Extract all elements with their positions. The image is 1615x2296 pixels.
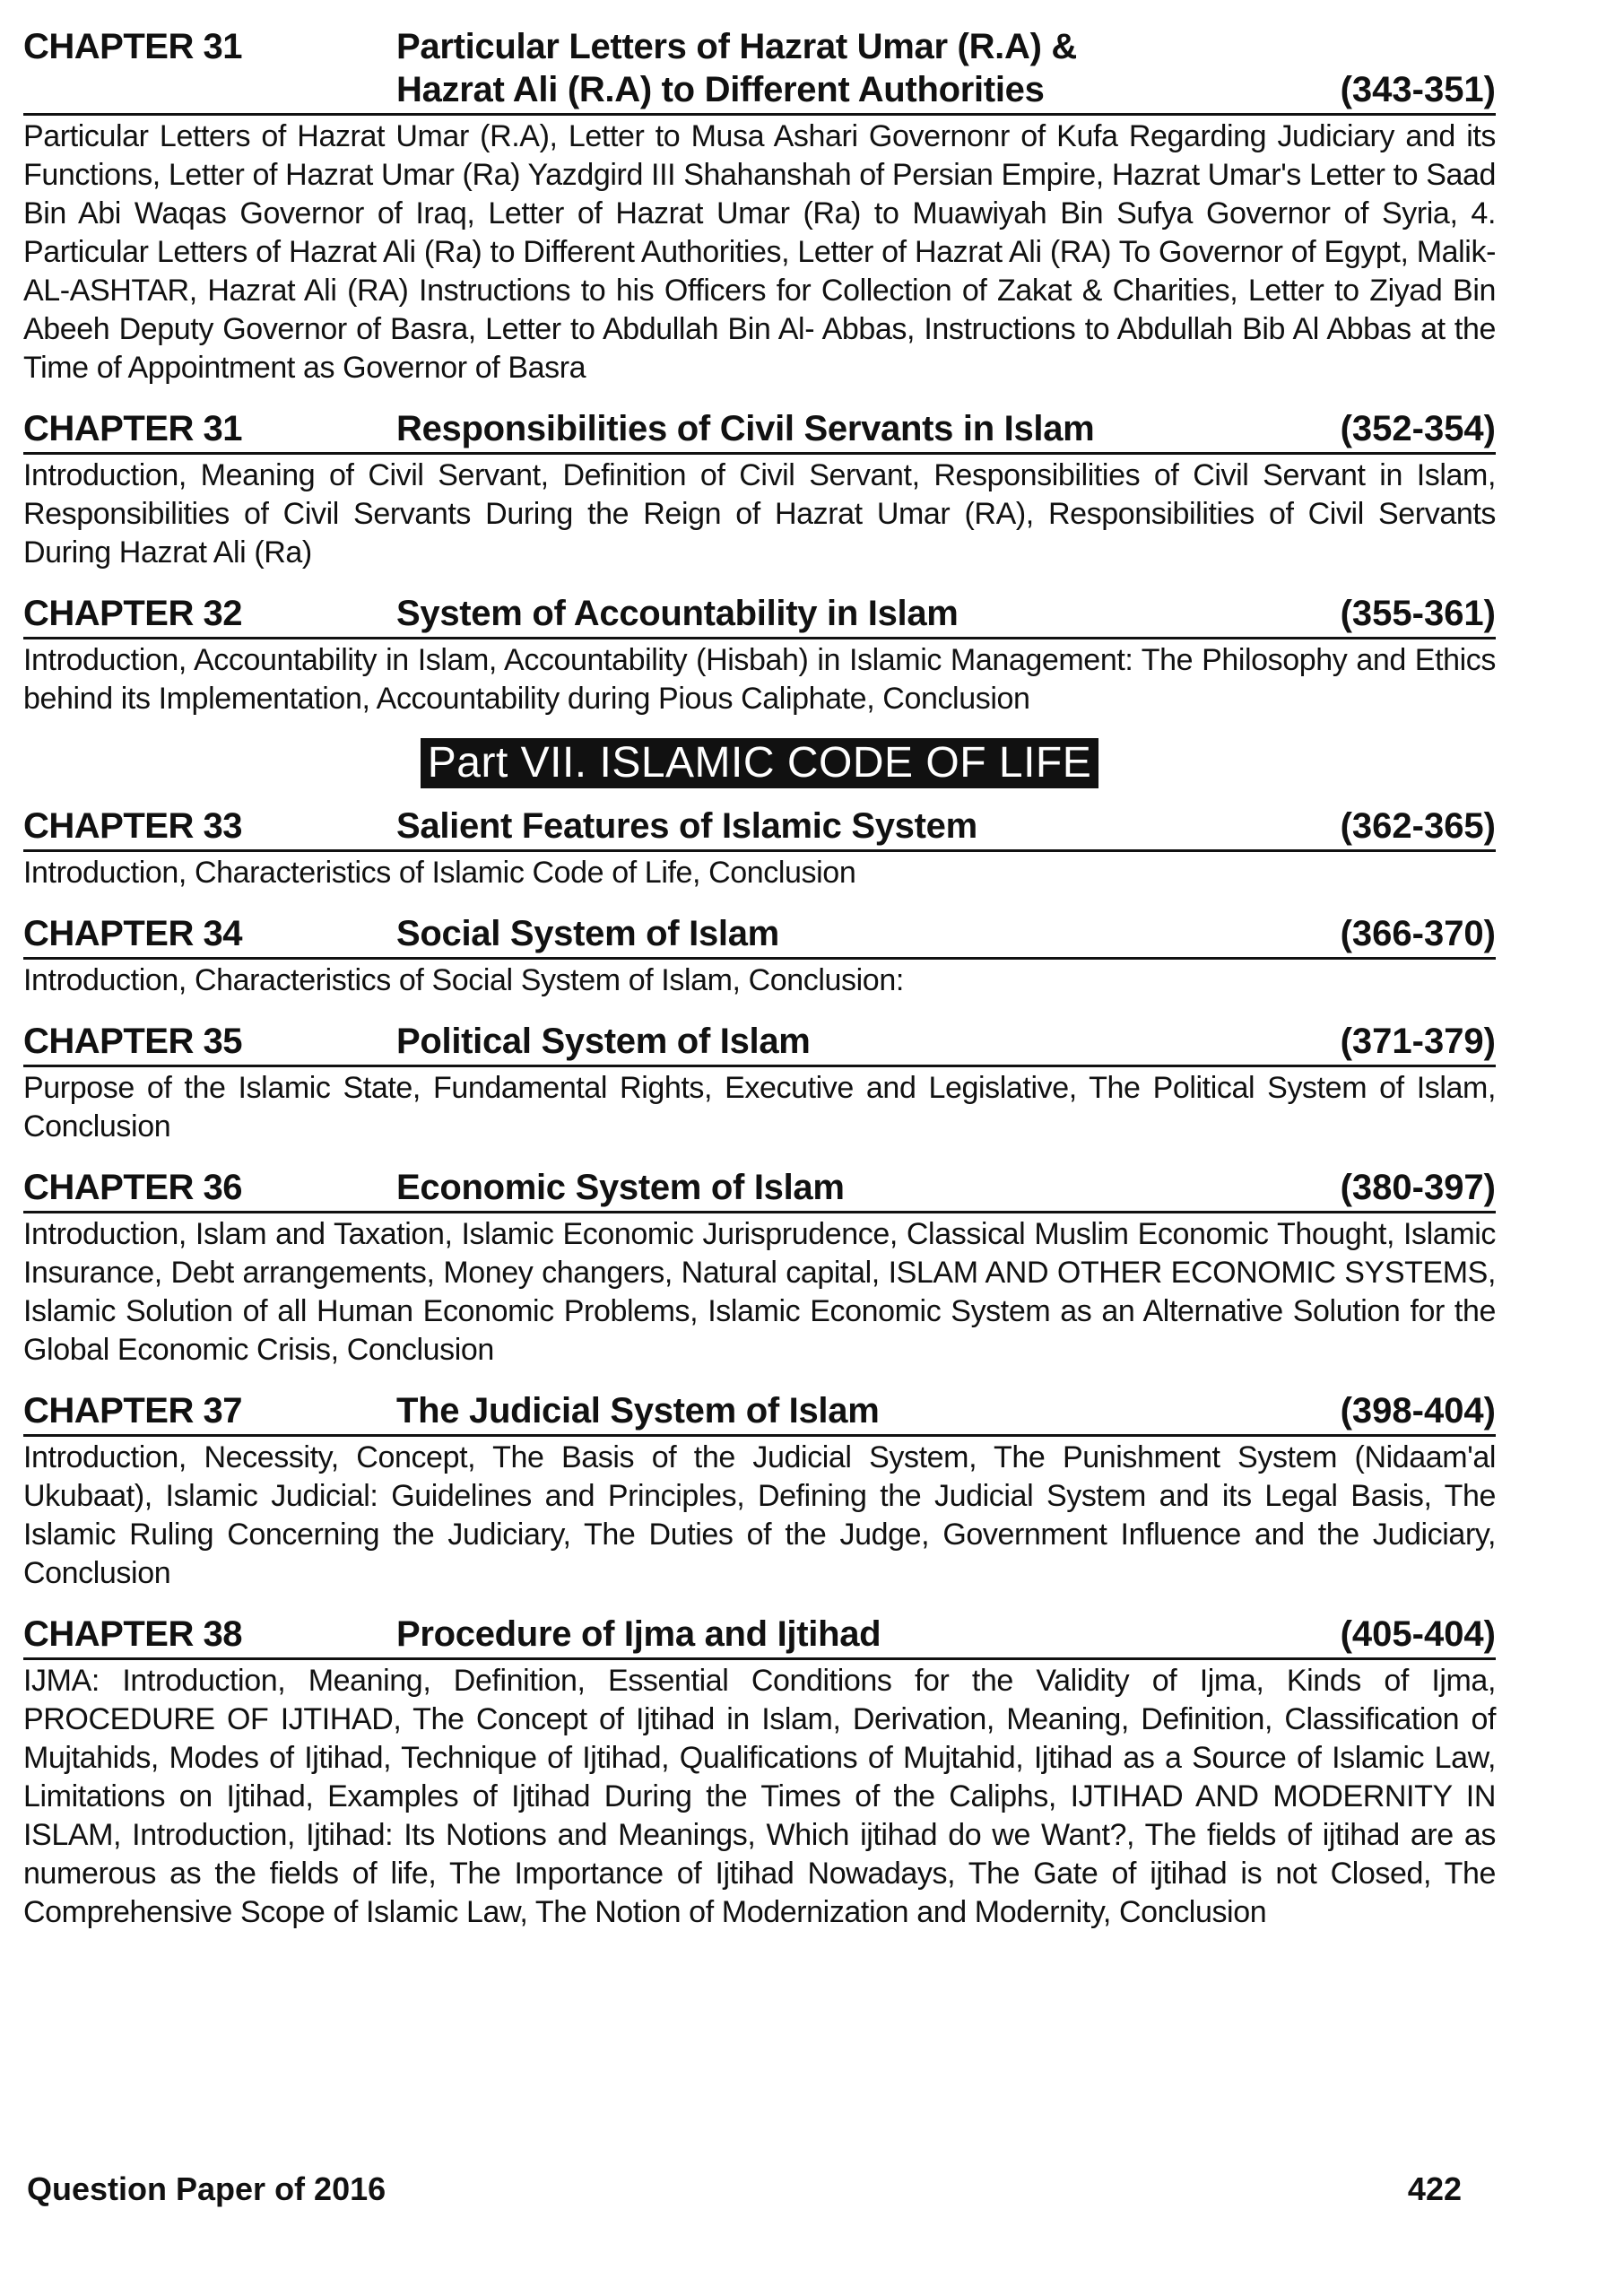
chapter-heading xyxy=(23,912,1496,960)
chapter-topics: Introduction, Accountability in Islam, Accountability (Hisbah) in Islamic Management: The Philosophy and Ethics behind its Implementation, Accountability during Pious Caliphate, Conclusion xyxy=(23,643,1496,716)
chapter-title: Political System of Islam xyxy=(396,1022,811,1061)
chapter-number: CHAPTER 38 xyxy=(23,1614,242,1654)
chapter-topics: Introduction, Meaning of Civil Servant, Definition of Civil Servant, Responsibilities of Civil Servant in Islam, Responsibilities of Civil Servants During the Reign of Hazrat Umar (RA), Responsibilities of Civil Servants During Hazrat Ali (Ra) xyxy=(23,458,1496,570)
chapter-heading xyxy=(23,804,1496,852)
chapter-page-range: (398-404) xyxy=(1340,1391,1496,1431)
chapter-heading xyxy=(23,1613,1496,1660)
page-footer xyxy=(27,2170,1462,2208)
chapter-entry xyxy=(23,407,1496,572)
chapter-entry xyxy=(23,1166,1496,1370)
chapter-title-line: Particular Letters of Hazrat Umar (R.A) & xyxy=(396,27,1077,66)
chapter-number: CHAPTER 37 xyxy=(23,1391,242,1431)
chapter-page-range: (371-379) xyxy=(1340,1022,1496,1061)
chapter-number: CHAPTER 32 xyxy=(23,594,242,633)
chapter-title: Social System of Islam xyxy=(396,914,779,953)
part-banner: Part VII. ISLAMIC CODE OF LIFE xyxy=(421,738,1098,788)
chapter-title: The Judicial System of Islam xyxy=(396,1391,880,1431)
chapter-title xyxy=(396,25,1289,111)
page-number: 422 xyxy=(1407,2170,1462,2207)
chapter-number: CHAPTER 35 xyxy=(23,1022,242,1061)
chapter-heading xyxy=(23,1389,1496,1437)
chapter-entry xyxy=(23,912,1496,1000)
chapter-page-range: (405-404) xyxy=(1340,1614,1496,1654)
chapter-number: CHAPTER 31 xyxy=(23,409,242,448)
chapter-topics: Purpose of the Islamic State, Fundamental Rights, Executive and Legislative, The Political System of Islam, Conclusion xyxy=(23,1071,1496,1144)
chapter-title: Economic System of Islam xyxy=(396,1168,845,1207)
chapter-page-range: (362-365) xyxy=(1340,806,1496,846)
chapter-heading xyxy=(23,592,1496,639)
chapter-page-range: (355-361) xyxy=(1340,594,1496,633)
chapter-entry xyxy=(23,804,1496,892)
chapter-heading xyxy=(23,1166,1496,1213)
part-heading xyxy=(23,738,1496,788)
chapter-entry xyxy=(23,25,1496,387)
chapter-heading xyxy=(23,25,1496,116)
chapter-title: Salient Features of Islamic System xyxy=(396,806,977,846)
chapter-topics: Introduction, Characteristics of Islamic Code of Life, Conclusion xyxy=(23,856,856,890)
chapter-title: Responsibilities of Civil Servants in Islam xyxy=(396,409,1095,448)
chapter-number: CHAPTER 33 xyxy=(23,806,242,846)
chapter-page-range: (343-351) xyxy=(1340,70,1496,109)
chapter-heading xyxy=(23,1020,1496,1067)
chapter-entry xyxy=(23,1389,1496,1593)
footer-label: Question Paper of 2016 xyxy=(27,2170,386,2207)
chapter-page-range: (366-370) xyxy=(1340,914,1496,953)
chapter-entry xyxy=(23,592,1496,718)
chapter-topics: Introduction, Islam and Taxation, Islamic Economic Jurisprudence, Classical Muslim Economic Thought, Islamic Insurance, Debt arrangements, Money changers, Natural capital, ISLAM AND OTHER ECONOMIC SYSTEMS, Islamic Solution of all Human Economic Problems, Islamic Economic System as an Alternative Solution for the Global Economic Crisis, Conclusion xyxy=(23,1217,1496,1367)
chapter-heading xyxy=(23,407,1496,455)
chapter-topics: Particular Letters of Hazrat Umar (R.A), Letter to Musa Ashari Governonr of Kufa Regarding Judiciary and its Functions, Letter of Hazrat Umar (Ra) Yazdgird III Shahanshah of Persian Empire, Hazrat Umar's Letter to Saad Bin Abi Waqas Governor of Iraq, Letter of Hazrat Umar (Ra) to Muawiyah Bin Sufya Governor of Syria, 4. Particular Letters of Hazrat Ali (Ra) to Different Authorities, Letter of Hazrat Ali (RA) To Governor of Egypt, Malik- AL-ASHTAR, Hazrat Ali (RA) Instructions to his Officers for Collection of Zakat & Charities, Letter to Ziyad Bin Abeeh Deputy Governor of Basra, Letter to Abdullah Bin Al- Abbas, Instructions to Abdullah Bib Al Abbas at the Time of Appointment as Governor of Basra xyxy=(23,119,1496,385)
chapter-topics: IJMA: Introduction, Meaning, Definition, Essential Conditions for the Validity of Ijma, Kinds of Ijma, PROCEDURE OF IJTIHAD, The Concept of Ijtihad in Islam, Derivation, Meaning, Definition, Classification of Mujtahids, Modes of Ijtihad, Technique of Ijtihad, Qualifications of Mujtahid, Ijtihad as a Source of Islamic Law, Limitations on Ijtihad, Examples of Ijtihad During the Times of the Caliphs, IJTIHAD AND MODERNITY IN ISLAM, Introduction, Ijtihad: Its Notions and Meanings, Which ijtihad do we Want?, The fields of ijtihad are as numerous as the fields of life, The Importance of Ijtihad Nowadays, The Gate of ijtihad is not Closed, The Comprehensive Scope of Islamic Law, The Notion of Modernization and Modernity, Conclusion xyxy=(23,1664,1496,1929)
chapter-title: System of Accountability in Islam xyxy=(396,594,959,633)
chapter-title-line: Hazrat Ali (R.A) to Different Authorities xyxy=(396,70,1045,109)
chapter-title: Procedure of Ijma and Ijtihad xyxy=(396,1614,881,1654)
chapter-number: CHAPTER 31 xyxy=(23,27,242,66)
contents-page xyxy=(23,25,1496,1952)
chapter-number: CHAPTER 36 xyxy=(23,1168,242,1207)
chapter-page-range: (352-354) xyxy=(1340,409,1496,448)
chapter-entry xyxy=(23,1020,1496,1146)
chapter-number: CHAPTER 34 xyxy=(23,914,242,953)
chapter-topics: Introduction, Characteristics of Social System of Islam, Conclusion: xyxy=(23,963,904,997)
chapter-entry xyxy=(23,1613,1496,1932)
chapter-topics: Introduction, Necessity, Concept, The Basis of the Judicial System, The Punishment System (Nidaam'al Ukubaat), Islamic Judicial: Guidelines and Principles, Defining the Judicial System and its Legal Basis, The Islamic Ruling Concerning the Judiciary, The Duties of the Judge, Government Influence and the Judiciary, Conclusion xyxy=(23,1440,1496,1590)
chapter-page-range: (380-397) xyxy=(1340,1168,1496,1207)
